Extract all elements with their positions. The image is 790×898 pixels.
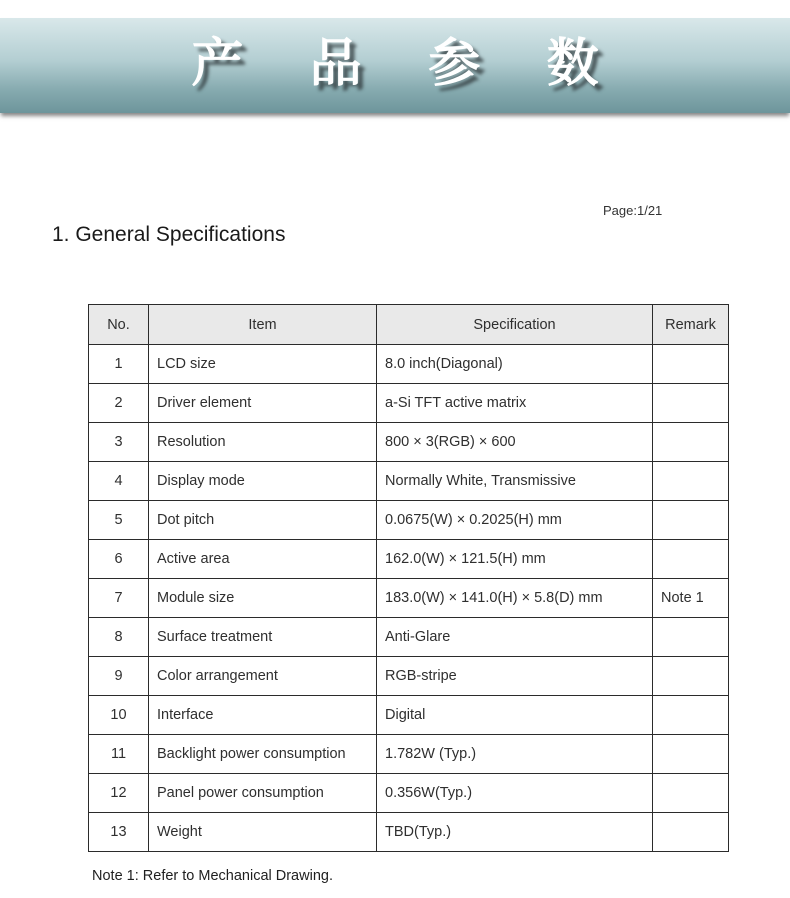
cell-item: Active area bbox=[149, 540, 377, 579]
cell-no: 12 bbox=[89, 774, 149, 813]
cell-no: 10 bbox=[89, 696, 149, 735]
header-item: Item bbox=[149, 305, 377, 345]
header-remark: Remark bbox=[653, 305, 729, 345]
cell-remark bbox=[653, 501, 729, 540]
table-row bbox=[89, 657, 729, 696]
cell-item: Panel power consumption bbox=[149, 774, 377, 813]
cell-remark bbox=[653, 735, 729, 774]
table-row bbox=[89, 501, 729, 540]
header-spec: Specification bbox=[377, 305, 653, 345]
cell-spec: Anti-Glare bbox=[377, 618, 653, 657]
general-specifications-table bbox=[88, 304, 729, 852]
cell-remark bbox=[653, 618, 729, 657]
cell-remark bbox=[653, 657, 729, 696]
table-row bbox=[89, 423, 729, 462]
cell-item: Dot pitch bbox=[149, 501, 377, 540]
cell-item: Display mode bbox=[149, 462, 377, 501]
cell-no: 4 bbox=[89, 462, 149, 501]
table-row bbox=[89, 696, 729, 735]
page-number-label: Page:1/21 bbox=[603, 203, 663, 218]
cell-spec: Digital bbox=[377, 696, 653, 735]
footnote-note1: Note 1: Refer to Mechanical Drawing. bbox=[92, 868, 333, 884]
cell-spec: 1.782W (Typ.) bbox=[377, 735, 653, 774]
cell-no: 7 bbox=[89, 579, 149, 618]
cell-item: Resolution bbox=[149, 423, 377, 462]
table-row bbox=[89, 384, 729, 423]
cell-no: 1 bbox=[89, 345, 149, 384]
cell-remark bbox=[653, 345, 729, 384]
cell-spec: a-Si TFT active matrix bbox=[377, 384, 653, 423]
cell-spec: 0.0675(W) × 0.2025(H) mm bbox=[377, 501, 653, 540]
cell-spec: 0.356W(Typ.) bbox=[377, 774, 653, 813]
cell-item: Driver element bbox=[149, 384, 377, 423]
cell-spec: 183.0(W) × 141.0(H) × 5.8(D) mm bbox=[377, 579, 653, 618]
cell-remark bbox=[653, 696, 729, 735]
cell-item: Interface bbox=[149, 696, 377, 735]
cell-item: Module size bbox=[149, 579, 377, 618]
table-row bbox=[89, 345, 729, 384]
cell-item: Color arrangement bbox=[149, 657, 377, 696]
cell-no: 2 bbox=[89, 384, 149, 423]
cell-spec: TBD(Typ.) bbox=[377, 813, 653, 852]
cell-remark: Note 1 bbox=[653, 579, 729, 618]
cell-spec: Normally White, Transmissive bbox=[377, 462, 653, 501]
cell-no: 8 bbox=[89, 618, 149, 657]
cell-spec: 800 × 3(RGB) × 600 bbox=[377, 423, 653, 462]
cell-remark bbox=[653, 540, 729, 579]
cell-item: Weight bbox=[149, 813, 377, 852]
cell-remark bbox=[653, 462, 729, 501]
banner-title-text: 产 品 参 数 bbox=[191, 34, 625, 93]
cell-item: Backlight power consumption bbox=[149, 735, 377, 774]
cell-no: 11 bbox=[89, 735, 149, 774]
cell-no: 5 bbox=[89, 501, 149, 540]
cell-no: 3 bbox=[89, 423, 149, 462]
cell-remark bbox=[653, 423, 729, 462]
cell-no: 6 bbox=[89, 540, 149, 579]
table-row bbox=[89, 579, 729, 618]
table-row bbox=[89, 540, 729, 579]
table-row bbox=[89, 774, 729, 813]
cell-remark bbox=[653, 774, 729, 813]
cell-remark bbox=[653, 384, 729, 423]
table-row bbox=[89, 462, 729, 501]
table-row bbox=[89, 735, 729, 774]
cell-item: Surface treatment bbox=[149, 618, 377, 657]
cell-remark bbox=[653, 813, 729, 852]
section-heading: 1. General Specifications bbox=[52, 223, 286, 246]
table-header-row bbox=[89, 305, 729, 345]
cell-spec: 8.0 inch(Diagonal) bbox=[377, 345, 653, 384]
cell-no: 13 bbox=[89, 813, 149, 852]
table-row bbox=[89, 618, 729, 657]
cell-no: 9 bbox=[89, 657, 149, 696]
cell-spec: 162.0(W) × 121.5(H) mm bbox=[377, 540, 653, 579]
cell-spec: RGB-stripe bbox=[377, 657, 653, 696]
cell-item: LCD size bbox=[149, 345, 377, 384]
header-no: No. bbox=[89, 305, 149, 345]
title-banner bbox=[0, 18, 790, 113]
table-row bbox=[89, 813, 729, 852]
